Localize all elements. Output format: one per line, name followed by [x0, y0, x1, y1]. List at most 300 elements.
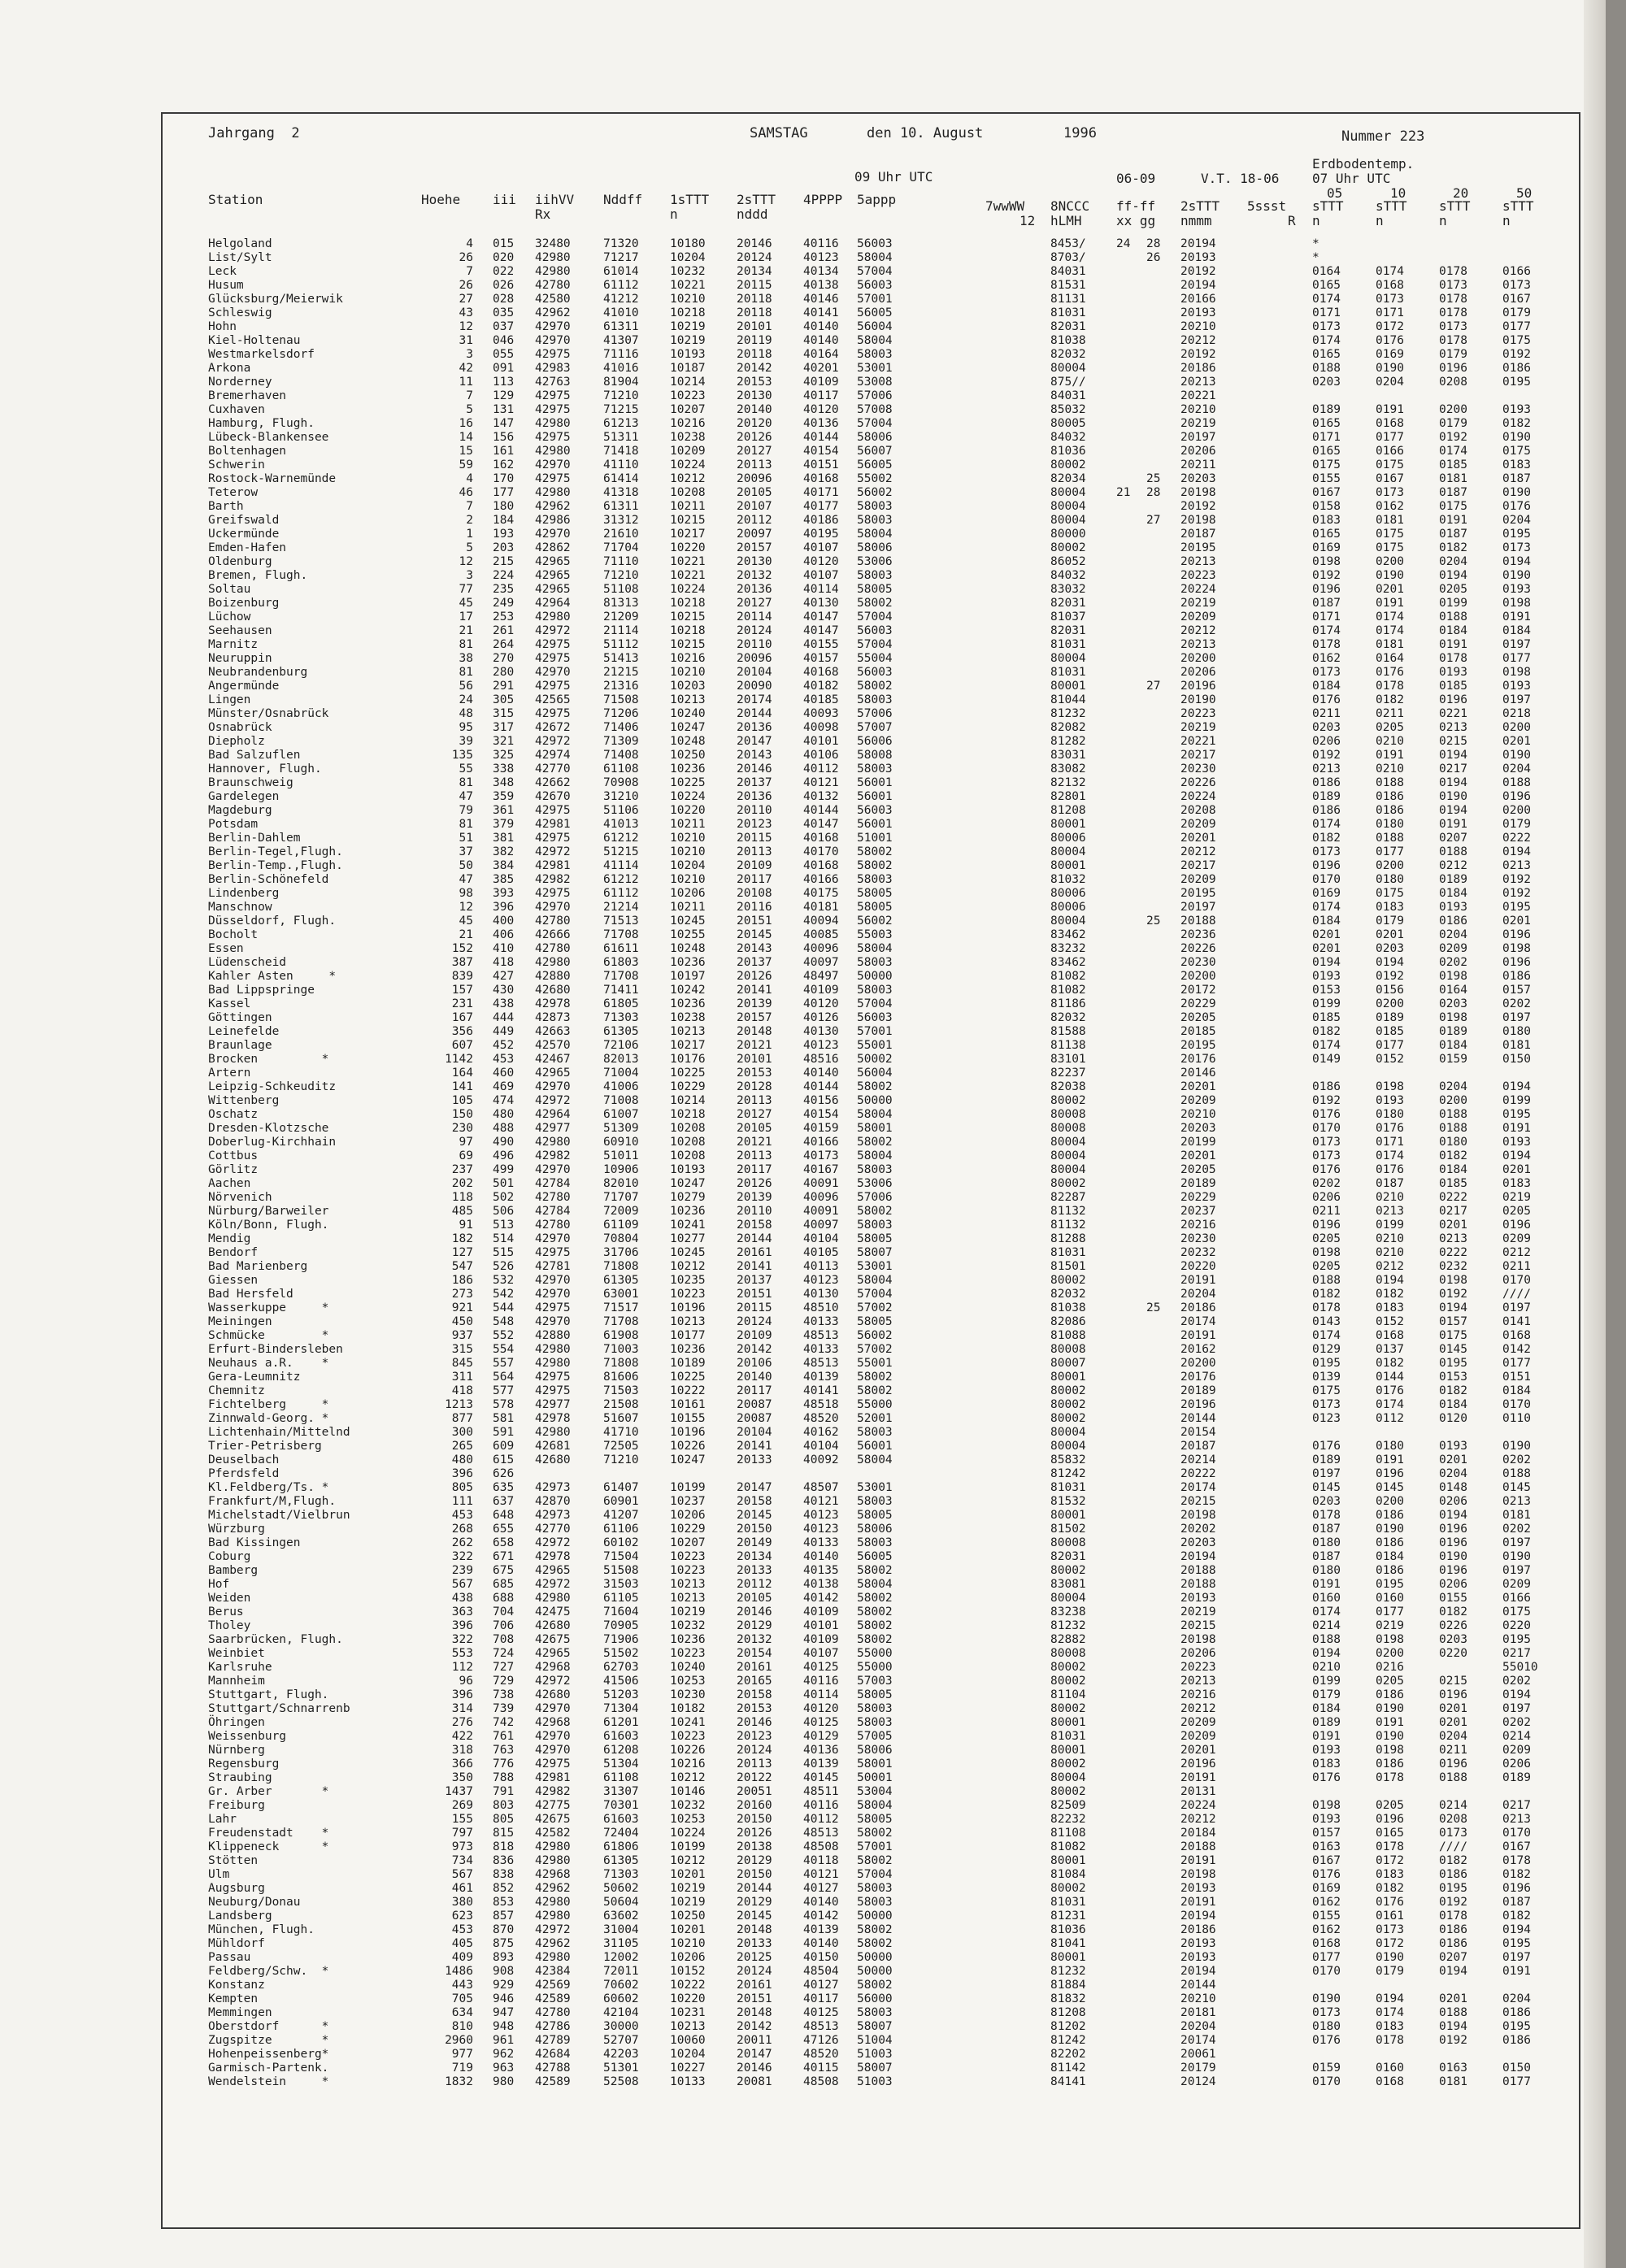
col-soil-20: sTTT	[1439, 198, 1471, 214]
soil-50-value: 0170	[1502, 1398, 1531, 1411]
ttt2-value: 20144	[737, 707, 772, 720]
table-row	[163, 707, 1579, 721]
soil-05-value: 0196	[1312, 583, 1341, 596]
soil-20-value: 0192	[1439, 431, 1467, 444]
hoehe-value: 237	[451, 1163, 473, 1176]
iii-value: 963	[493, 2062, 515, 2075]
nccc-value: 84031	[1050, 265, 1086, 278]
ttt2-value: 20129	[737, 1619, 772, 1632]
soil-20-value: 0178	[1439, 293, 1467, 306]
station-name: Garmisch-Partenk.	[208, 2062, 329, 2075]
col-2sttt: 2sTTT	[737, 192, 776, 207]
ttt1-value: 10224	[670, 458, 706, 471]
soil-20-value: 0175	[1439, 1329, 1467, 1342]
nccc-value: 81186	[1050, 997, 1086, 1010]
soil-05-value: 0198	[1312, 555, 1341, 568]
pppp-value: 40101	[803, 735, 839, 748]
soil-05-value: 0159	[1312, 2062, 1341, 2075]
ttt2-value: 20161	[737, 1661, 772, 1674]
nddff-value: 51607	[603, 1412, 639, 1425]
soil-05-value: 0195	[1312, 1357, 1341, 1370]
appp-value: 58002	[857, 680, 893, 693]
iii-value: 427	[493, 970, 515, 983]
nccc-value: 81082	[1050, 984, 1086, 997]
ttt2-value: 20141	[737, 984, 772, 997]
ttt1-value: 10207	[670, 403, 706, 416]
nddff-value: 60102	[603, 1536, 639, 1549]
nddff-value: 71906	[603, 1633, 639, 1646]
soil-05-value: 0189	[1312, 1716, 1341, 1729]
appp-value: 58005	[857, 901, 893, 914]
soil-10-value: 0205	[1376, 1675, 1404, 1688]
table-row	[163, 1329, 1579, 1343]
nddff-value: 72106	[603, 1039, 639, 1052]
soil-20-value: 0182	[1439, 1384, 1467, 1397]
appp-value: 58003	[857, 1882, 893, 1895]
nccc-value: 80001	[1050, 1509, 1086, 1522]
soil-50-value: 0150	[1502, 1053, 1531, 1066]
ttt2-value: 20120	[737, 417, 772, 430]
hoehe-value: 973	[451, 1840, 473, 1853]
soil-50-value: 0206	[1502, 1757, 1531, 1771]
ttt1-value: 10232	[670, 1619, 706, 1632]
soil-20-value: 0178	[1439, 306, 1467, 319]
iii-value: 488	[493, 1122, 515, 1135]
soil-20-value: 0201	[1439, 1702, 1467, 1715]
nccc-value: 82031	[1050, 1550, 1086, 1563]
soil-05-value: 0192	[1312, 1094, 1341, 1107]
nccc-value: 81031	[1050, 666, 1086, 679]
table-row	[163, 997, 1579, 1011]
iii-value: 203	[493, 541, 515, 554]
appp-value: 58003	[857, 569, 893, 582]
hoehe-value: 157	[451, 984, 473, 997]
soil-20-value: 0181	[1439, 2075, 1467, 2088]
soil-50-value: 0199	[1502, 1094, 1531, 1107]
appp-value: 58003	[857, 1702, 893, 1715]
station-name: Memmingen	[208, 2006, 272, 2019]
nddff-value: 61311	[603, 320, 639, 333]
pppp-value: 40140	[803, 1937, 839, 1950]
soil-50-value: 0201	[1502, 1163, 1531, 1176]
pppp-value: 40147	[803, 610, 839, 623]
hoehe-value: 366	[451, 1757, 473, 1771]
ttt2-value: 20148	[737, 1923, 772, 1936]
appp-value: 58006	[857, 431, 893, 444]
pppp-value: 40120	[803, 403, 839, 416]
nddff-value: 41318	[603, 486, 639, 499]
soil-10-value: 0195	[1376, 1578, 1404, 1591]
soil-50-value: 0186	[1502, 970, 1531, 983]
nccc-value: 83082	[1050, 763, 1086, 776]
appp-value: 55000	[857, 1661, 893, 1674]
nddff-value: 71110	[603, 555, 639, 568]
tmin-value: 20188	[1180, 915, 1216, 928]
hoehe-value: 135	[451, 749, 473, 762]
tmin-value: 20198	[1180, 486, 1216, 499]
station-name: Stuttgart, Flugh.	[208, 1688, 329, 1701]
nddff-value: 61305	[603, 1025, 639, 1038]
iii-value: 400	[493, 915, 515, 928]
tmin-value: 20188	[1180, 1840, 1216, 1853]
ttt2-value: 20114	[737, 610, 772, 623]
hoehe-value: 24	[459, 693, 473, 706]
appp-value: 51004	[857, 2034, 893, 2047]
nddff-value: 21114	[603, 624, 639, 637]
nddff-value: 71808	[603, 1260, 639, 1273]
ff2-value: 27	[1146, 680, 1161, 693]
appp-value: 58003	[857, 693, 893, 706]
ttt2-value: 20127	[737, 445, 772, 458]
pppp-value: 48511	[803, 1785, 839, 1798]
nddff-value: 30000	[603, 2020, 639, 2033]
table-row	[163, 1398, 1579, 1412]
ttt1-value: 10204	[670, 251, 706, 264]
soil-10-value: 0183	[1376, 901, 1404, 914]
iii-value: 675	[493, 1564, 515, 1577]
hoehe-value: 105	[451, 1094, 473, 1107]
table-row	[163, 265, 1579, 279]
ttt1-value: 10217	[670, 528, 706, 541]
table-row	[163, 763, 1579, 776]
tmin-value: 20232	[1180, 1246, 1216, 1259]
soil-10-value: 0173	[1376, 486, 1404, 499]
tmin-value: 20206	[1180, 666, 1216, 679]
nddff-value: 61305	[603, 1274, 639, 1287]
col-soil-05: sTTT	[1312, 198, 1344, 214]
soil-20-value: 0194	[1439, 776, 1467, 789]
nccc-value: 83031	[1050, 749, 1086, 762]
ttt2-value: 20118	[737, 293, 772, 306]
depth-20: 20	[1453, 185, 1469, 201]
soil-05-value: 0155	[1312, 472, 1341, 485]
ttt1-value: 10236	[670, 1343, 706, 1356]
nccc-value: 81531	[1050, 279, 1086, 292]
ttt2-value: 20117	[737, 1163, 772, 1176]
iihvv-value: 42978	[535, 997, 571, 1010]
table-row	[163, 1274, 1579, 1288]
pppp-value: 40116	[803, 1675, 839, 1688]
tmin-value: 20213	[1180, 376, 1216, 389]
station-name: Braunschweig	[208, 776, 293, 789]
nccc-value: 81037	[1050, 610, 1086, 623]
ttt1-value: 10240	[670, 707, 706, 720]
iihvv-value: 42968	[535, 1716, 571, 1729]
soil-50-value: 0166	[1502, 1592, 1531, 1605]
nccc-value: 82032	[1050, 1288, 1086, 1301]
nccc-value: 81082	[1050, 1840, 1086, 1853]
pppp-value: 40117	[803, 1992, 839, 2005]
appp-value: 52001	[857, 1412, 893, 1425]
soil-50-value: 0217	[1502, 1647, 1531, 1660]
soil-05-value: 0191	[1312, 1578, 1341, 1591]
soil-10-value: 0172	[1376, 1854, 1404, 1867]
iii-value: 129	[493, 389, 515, 402]
appp-value: 56005	[857, 306, 893, 319]
table-row	[163, 1578, 1579, 1592]
nddff-value: 51413	[603, 652, 639, 665]
soil-50-value: 0186	[1502, 362, 1531, 375]
iihvv-value: 42981	[535, 859, 571, 872]
soil-50-value: 0197	[1502, 1011, 1531, 1024]
soil-05-value: 0171	[1312, 610, 1341, 623]
nddff-value: 41006	[603, 1080, 639, 1093]
nccc-value: 80008	[1050, 1343, 1086, 1356]
soil-10-value: 0174	[1376, 624, 1404, 637]
appp-value: 57004	[857, 1868, 893, 1881]
iihvv-value: 42970	[535, 901, 571, 914]
ttt2-value: 20126	[737, 431, 772, 444]
nccc-value: 81242	[1050, 2034, 1086, 2047]
soil-05-value: 0153	[1312, 984, 1341, 997]
appp-value: 58003	[857, 873, 893, 886]
table-row	[163, 638, 1579, 652]
iii-value: 453	[493, 1053, 515, 1066]
soil-20-value: 0207	[1439, 1951, 1467, 1964]
soil-10-value: 0210	[1376, 1232, 1404, 1245]
soil-05-value: 0203	[1312, 376, 1341, 389]
table-row	[163, 1592, 1579, 1605]
soil-10-value: 0174	[1376, 2006, 1404, 2019]
iihvv-value: 42972	[535, 1094, 571, 1107]
soil-05-value: 0193	[1312, 970, 1341, 983]
table-row	[163, 1744, 1579, 1757]
nccc-value: 80001	[1050, 1854, 1086, 1867]
hoehe-value: 96	[459, 1675, 473, 1688]
nddff-value: 61106	[603, 1523, 639, 1536]
station-name: Bad Lippspringe	[208, 984, 315, 997]
ttt1-value: 10213	[670, 693, 706, 706]
pppp-value: 40201	[803, 362, 839, 375]
tmin-value: 20226	[1180, 942, 1216, 955]
ttt1-value: 10248	[670, 735, 706, 748]
iihvv-value: 42975	[535, 472, 571, 485]
ttt2-value: 20144	[737, 1882, 772, 1895]
ttt1-value: 10204	[670, 859, 706, 872]
nccc-value: 82509	[1050, 1799, 1086, 1812]
nddff-value: 52707	[603, 2034, 639, 2047]
tmin-value: 20131	[1180, 1785, 1216, 1798]
ttt2-value: 20097	[737, 528, 772, 541]
nccc-value: 80002	[1050, 1675, 1086, 1688]
pppp-value: 40133	[803, 1315, 839, 1328]
ttt2-value: 20146	[737, 1605, 772, 1618]
pppp-value: 40171	[803, 486, 839, 499]
tmin-value: 20200	[1180, 970, 1216, 983]
appp-value: 55003	[857, 928, 893, 941]
station-name: Dresden-Klotzsche	[208, 1122, 329, 1135]
tmin-value: 20193	[1180, 251, 1216, 264]
nddff-value: 81904	[603, 376, 639, 389]
iii-value: 305	[493, 693, 515, 706]
soil-10-value: 0203	[1376, 942, 1404, 955]
ttt1-value: 10220	[670, 541, 706, 554]
ttt2-value: 20127	[737, 597, 772, 610]
pppp-value: 40125	[803, 2006, 839, 2019]
iihvv-value: 42780	[535, 2006, 571, 2019]
soil-10-value: 0186	[1376, 1688, 1404, 1701]
nccc-value: 83081	[1050, 1578, 1086, 1591]
ttt1-value: 10225	[670, 1067, 706, 1080]
nddff-value: 50604	[603, 1896, 639, 1909]
iii-value: 548	[493, 1315, 515, 1328]
soil-50-value: 0198	[1502, 666, 1531, 679]
iihvv-value: 42780	[535, 1191, 571, 1204]
soil-05-value: 0169	[1312, 887, 1341, 900]
appp-value: 56003	[857, 279, 893, 292]
tmin-value: 20211	[1180, 458, 1216, 471]
table-row	[163, 1371, 1579, 1384]
nccc-value: 81232	[1050, 1619, 1086, 1632]
pppp-value: 40157	[803, 652, 839, 665]
iii-value: 853	[493, 1896, 515, 1909]
soil-10-value: 0161	[1376, 1910, 1404, 1923]
iii-value: 947	[493, 2006, 515, 2019]
pppp-value: 40138	[803, 279, 839, 292]
soil-50-value: 0151	[1502, 1371, 1531, 1384]
tmin-value: 20215	[1180, 1495, 1216, 1508]
table-row	[163, 735, 1579, 749]
ttt2-value: 20151	[737, 1288, 772, 1301]
iihvv-value: 42970	[535, 1080, 571, 1093]
table-row	[163, 251, 1579, 265]
tmin-value: 20224	[1180, 790, 1216, 803]
ttt2-value: 20109	[737, 1329, 772, 1342]
soil-20-value: 0184	[1439, 887, 1467, 900]
station-name: Emden-Hafen	[208, 541, 287, 554]
soil-10-value: 0205	[1376, 1799, 1404, 1812]
ttt2-value: 20157	[737, 1011, 772, 1024]
soil-20-value: 0222	[1439, 1191, 1467, 1204]
soil-50-value: 0183	[1502, 458, 1531, 471]
iihvv-value: 42980	[535, 1854, 571, 1867]
station-name: Lindenberg	[208, 887, 280, 900]
iihvv-value: 42965	[535, 569, 571, 582]
iii-value: 379	[493, 818, 515, 831]
soil-50-value: 0202	[1502, 1523, 1531, 1536]
soil-50-value: 0181	[1502, 1509, 1531, 1522]
nddff-value: 31503	[603, 1578, 639, 1591]
soil-50-value: 0191	[1502, 1965, 1531, 1978]
nddff-value: 41212	[603, 293, 639, 306]
nddff-value: 71309	[603, 735, 639, 748]
soil-10-value: 0167	[1376, 472, 1404, 485]
iihvv-value: 42964	[535, 1108, 571, 1121]
station-name: Klippeneck *	[208, 1840, 329, 1853]
nddff-value: 71708	[603, 928, 639, 941]
nccc-value: 80002	[1050, 1785, 1086, 1798]
iihvv-value: 42970	[535, 1702, 571, 1715]
station-name: Düsseldorf, Flugh.	[208, 915, 337, 928]
nddff-value: 70908	[603, 776, 639, 789]
iii-value: 557	[493, 1357, 515, 1370]
pppp-value: 40118	[803, 1854, 839, 1867]
tmin-value: 20162	[1180, 1343, 1216, 1356]
soil-20-value: 0173	[1439, 320, 1467, 333]
soil-05-value: 0177	[1312, 1951, 1341, 1964]
nccc-value: 81104	[1050, 1688, 1086, 1701]
ttt1-value: 10216	[670, 652, 706, 665]
soil-05-value: *	[1312, 251, 1319, 264]
ttt2-value: 20158	[737, 1219, 772, 1232]
appp-value: 58007	[857, 2020, 893, 2033]
iii-value: 980	[493, 2075, 515, 2088]
ttt1-value: 10242	[670, 984, 706, 997]
hoehe-value: 396	[451, 1688, 473, 1701]
iihvv-value: 42980	[535, 610, 571, 623]
iihvv-value: 42974	[535, 749, 571, 762]
nddff-value: 71320	[603, 237, 639, 250]
nddff-value: 61201	[603, 1716, 639, 1729]
soil-20-value: 0184	[1439, 1398, 1467, 1411]
hoehe-value: 17	[459, 610, 473, 623]
col-8nccc-sub: hLMH	[1050, 213, 1082, 228]
iihvv-value: 42980	[535, 1951, 571, 1964]
soil-05-value: 0194	[1312, 956, 1341, 969]
ttt2-value: 20087	[737, 1412, 772, 1425]
iii-value: 184	[493, 514, 515, 527]
ttt1-value: 10279	[670, 1191, 706, 1204]
soil-05-value: 0160	[1312, 1592, 1341, 1605]
ttt2-value: 20115	[737, 1301, 772, 1314]
pppp-value: 48518	[803, 1398, 839, 1411]
soil-20-value: 0214	[1439, 1799, 1467, 1812]
tmin-value: 20176	[1180, 1053, 1216, 1066]
station-name: Chemnitz	[208, 1384, 265, 1397]
col-station: Station	[208, 192, 263, 207]
ttt2-value: 20133	[737, 1453, 772, 1466]
table-row	[163, 1163, 1579, 1177]
station-name: Würzburg	[208, 1523, 265, 1536]
tmin-value: 20186	[1180, 1923, 1216, 1936]
soil-10-value: 0182	[1376, 1882, 1404, 1895]
pppp-value: 48510	[803, 1301, 839, 1314]
nccc-value: 81088	[1050, 1329, 1086, 1342]
iii-value: 359	[493, 790, 515, 803]
table-row	[163, 1702, 1579, 1716]
pppp-value: 40130	[803, 597, 839, 610]
soil-50-value: 0173	[1502, 279, 1531, 292]
obs-time-header: 09 Uhr UTC	[854, 169, 933, 185]
soil-10-value: 0168	[1376, 417, 1404, 430]
table-row	[163, 1025, 1579, 1039]
soil-05-value: 0178	[1312, 1301, 1341, 1314]
tmin-value: 20230	[1180, 1232, 1216, 1245]
station-name: Kassel	[208, 997, 251, 1010]
tmin-value: 20210	[1180, 320, 1216, 333]
ttt2-value: 20051	[737, 1785, 772, 1798]
station-name: Mühldorf	[208, 1937, 265, 1950]
table-row	[163, 514, 1579, 528]
table-row	[163, 2020, 1579, 2034]
ttt1-value: 10210	[670, 873, 706, 886]
soil-05-value: 0175	[1312, 1384, 1341, 1397]
iii-value: 385	[493, 873, 515, 886]
nccc-value: 80004	[1050, 915, 1086, 928]
ttt1-value: 10232	[670, 265, 706, 278]
iihvv-value: 42970	[535, 334, 571, 347]
appp-value: 57007	[857, 721, 893, 734]
station-name: Nürburg/Barweiler	[208, 1205, 329, 1218]
nddff-value: 63001	[603, 1288, 639, 1301]
ttt2-value: 20124	[737, 1965, 772, 1978]
hoehe-value: 734	[451, 1854, 473, 1867]
pppp-value: 40117	[803, 389, 839, 402]
station-name: Weiden	[208, 1592, 251, 1605]
soil-50-value: 0192	[1502, 348, 1531, 361]
station-name: Lichtenhain/Mittelnd	[208, 1426, 350, 1439]
soil-05-value: 0169	[1312, 1882, 1341, 1895]
